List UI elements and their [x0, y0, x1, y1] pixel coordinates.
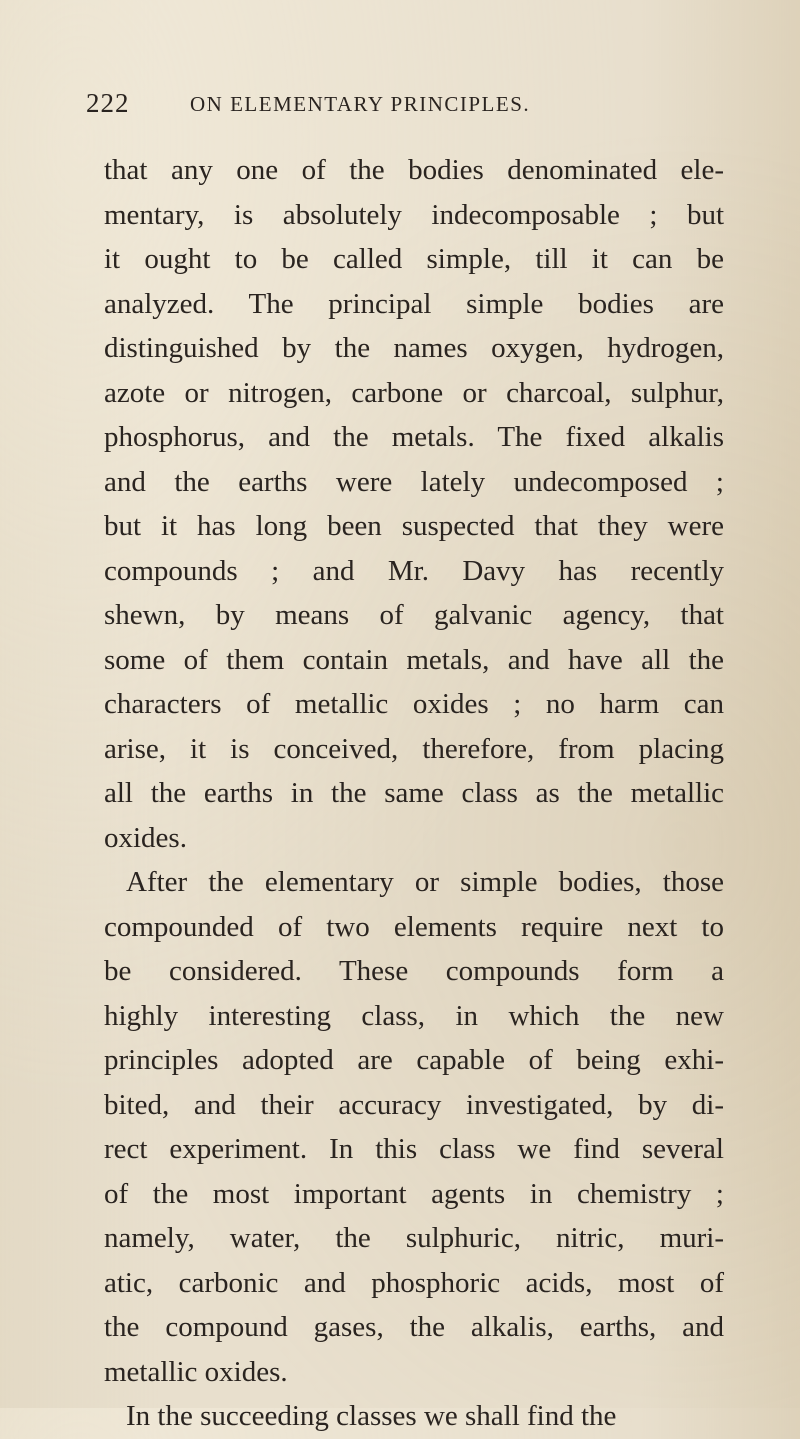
text-line: principles adopted are capable of being exhi- [104, 1044, 724, 1076]
text-line: arise, it is conceived, therefore, from placing [104, 732, 724, 765]
text-line: all the earths in the same class as the metallic [104, 777, 724, 809]
text-line: phosphorus, and the metals. The fixed alkalis [104, 421, 724, 453]
text-line: some of them contain metals, and have all the [104, 643, 724, 676]
page-number: 222 [86, 88, 130, 118]
text-line: In the succeeding classes we shall find the [126, 1400, 617, 1432]
text-line: compounded of two elements require next to [104, 910, 724, 943]
text-line: and the earths were lately undecomposed ; [104, 465, 724, 498]
text-line: compounds ; and Mr. Davy has recently [104, 554, 724, 587]
text-line: atic, carbonic and phosphoric acids, most of [104, 1266, 724, 1299]
text-line: distinguished by the names oxygen, hydrogen, [104, 332, 724, 364]
text-line: oxides. [104, 821, 187, 854]
running-head: ON ELEMENTARY PRINCIPLES. [190, 92, 531, 116]
body-text [104, 148, 724, 1439]
text-line: namely, water, the sulphuric, nitric, muri- [104, 1222, 724, 1254]
text-line: it ought to be called simple, till it can be [104, 243, 724, 275]
text-line: but it has long been suspected that they were [104, 510, 724, 542]
text-line: mentary, is absolutely indecomposable ; but [104, 198, 724, 231]
text-line: the compound gases, the alkalis, earths, and [104, 1311, 724, 1343]
text-line: highly interesting class, in which the new [104, 999, 724, 1032]
text-line: be considered. These compounds form a [104, 955, 724, 987]
text-line: analyzed. The principal simple bodies are [104, 287, 724, 320]
text-line: After the elementary or simple bodies, those [126, 866, 724, 898]
text-line: of the most important agents in chemistry ; [104, 1177, 724, 1210]
text-line: characters of metallic oxides ; no harm can [104, 688, 724, 720]
page-header [86, 88, 726, 128]
text-line: that any one of the bodies denominated ele- [104, 154, 724, 186]
text-line: rect experiment. In this class we find several [104, 1133, 724, 1165]
text-line: shewn, by means of galvanic agency, that [104, 599, 724, 631]
text-line: azote or nitrogen, carbone or charcoal, sulphur, [104, 376, 724, 409]
text-line: metallic oxides. [104, 1355, 288, 1388]
text-line: bited, and their accuracy investigated, by di- [104, 1088, 724, 1121]
